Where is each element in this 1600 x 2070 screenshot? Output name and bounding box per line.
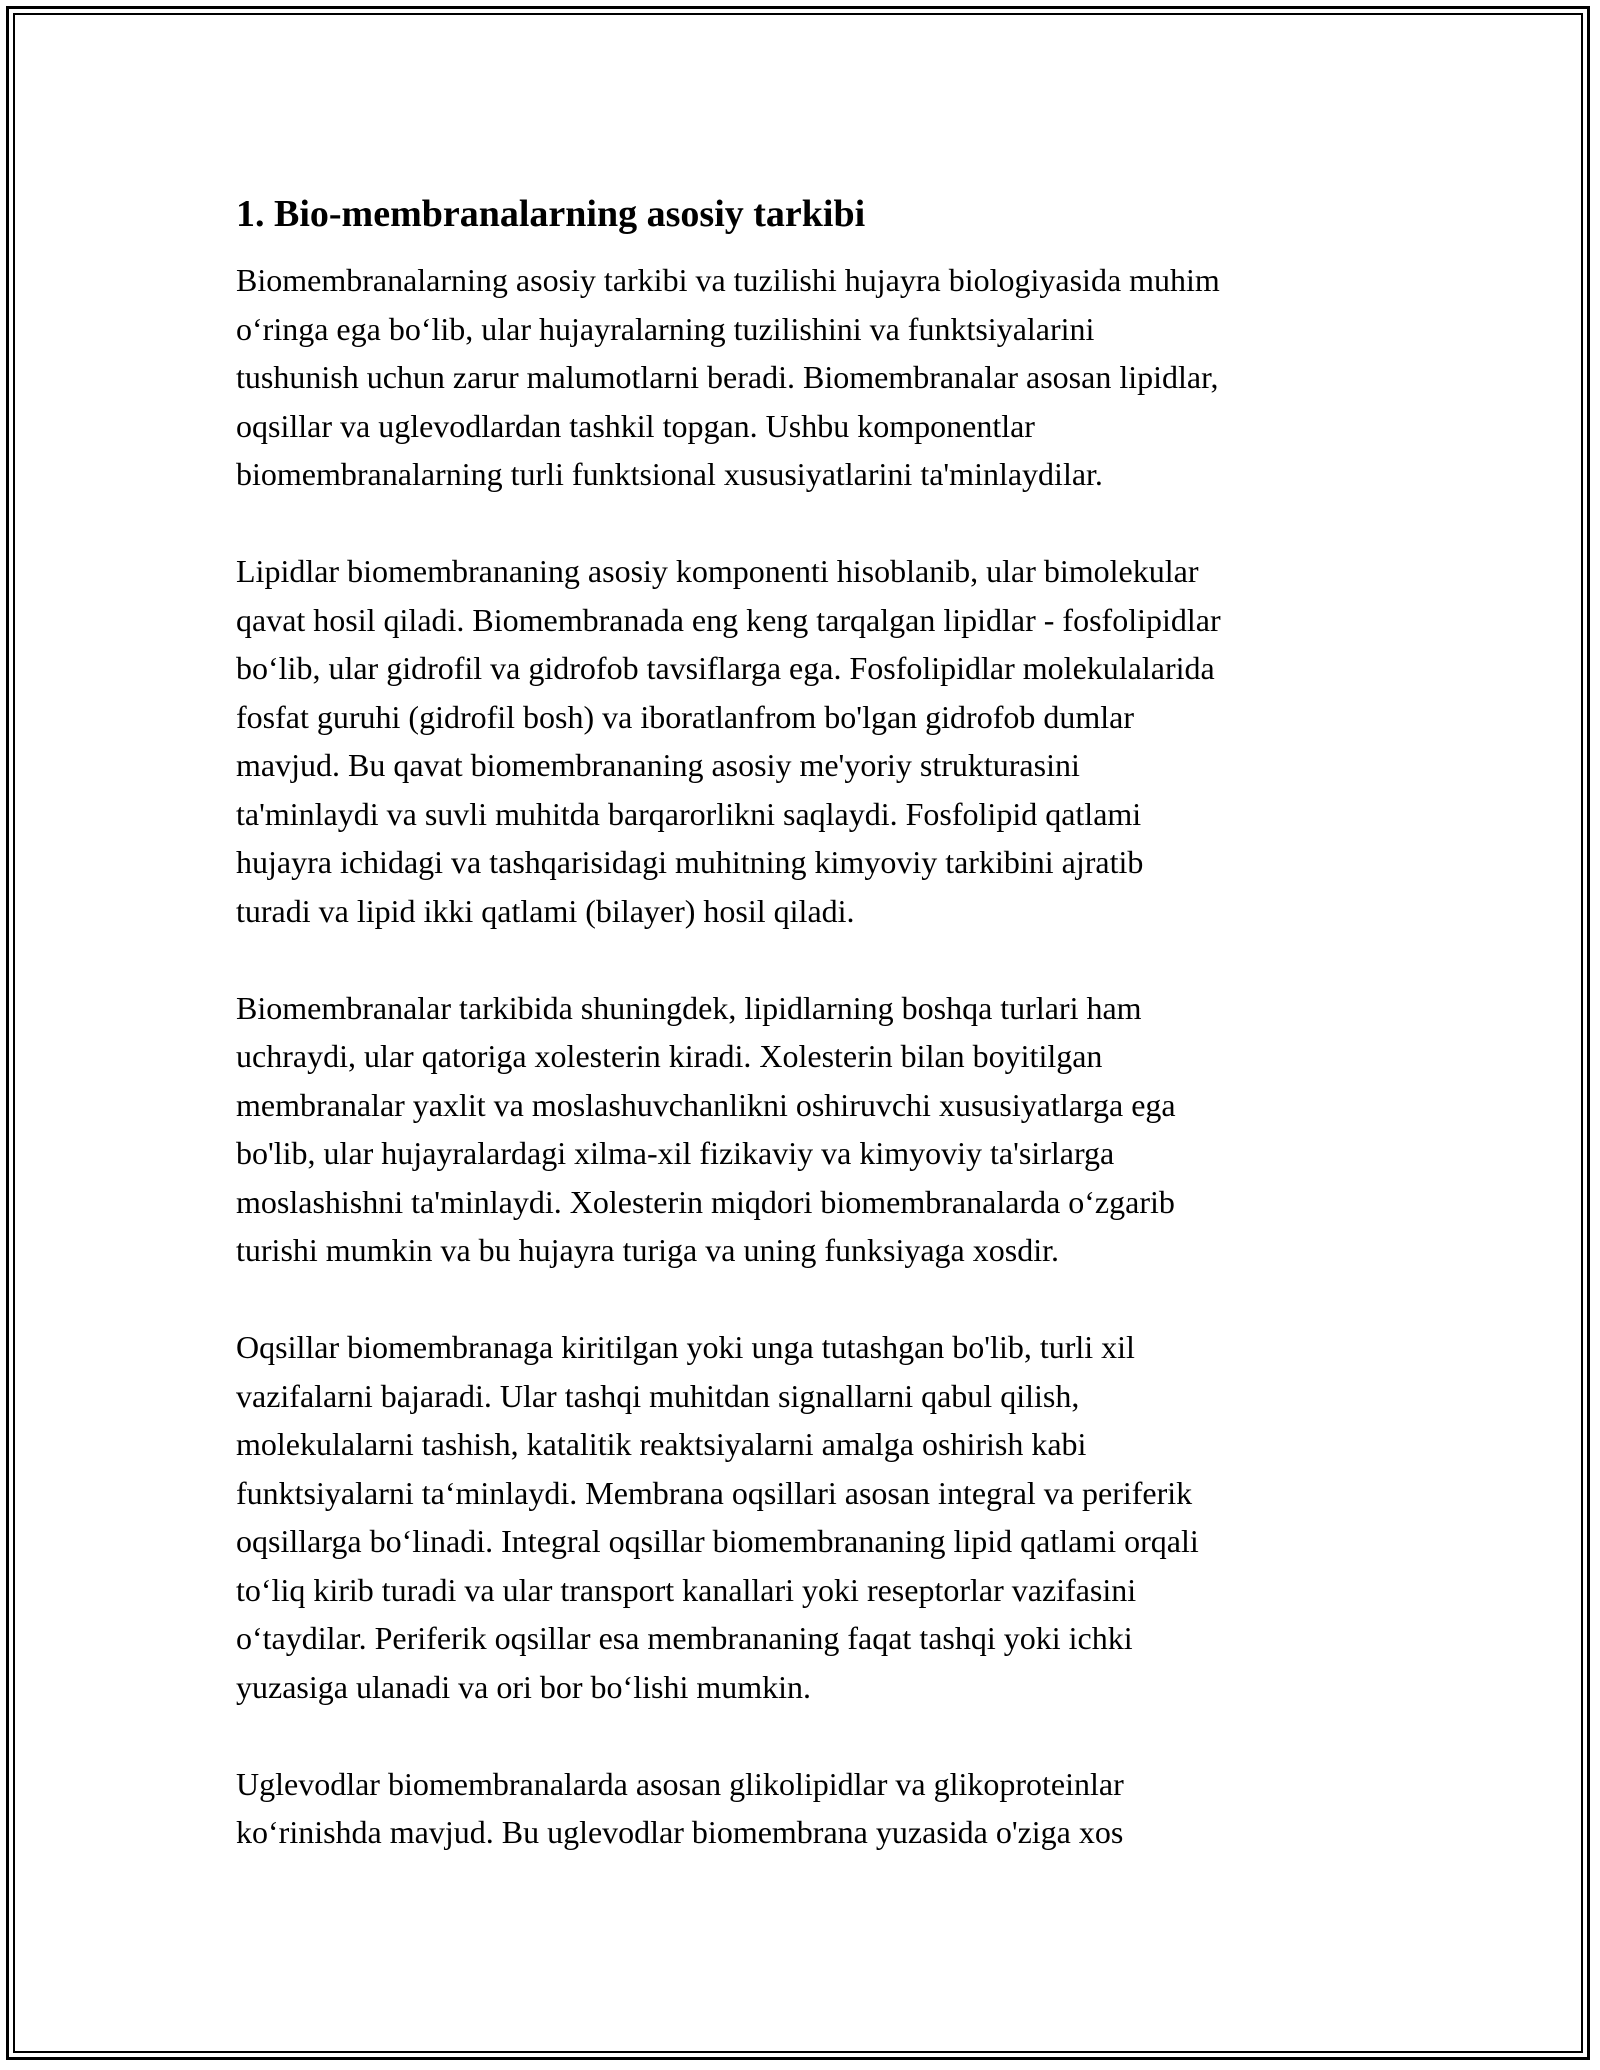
text-line: Uglevodlar biomembranalarda asosan glikolipidlar va glikoproteinlar (236, 1765, 1124, 1802)
paragraph-intro (236, 256, 1416, 499)
text-line: molekulalarni tashish, katalitik reaktsiyalarni amalga oshirish kabi (236, 1426, 1087, 1462)
text-line: to‘liq kirib turadi va ular transport kanallari yoki reseptorlar vazifasini (236, 1571, 1137, 1608)
text-line: bo‘lib, ular gidrofil va gidrofob tavsiflarga ega. Fosfolipidlar molekulalarida (236, 650, 1215, 686)
text-line: ko‘rinishda mavjud. Bu uglevodlar biomembrana yuzasida o'ziga xos (236, 1814, 1124, 1850)
text-line: biomembranalarning turli funktsional xususiyatlarini ta'minlaydilar. (236, 456, 1103, 492)
paragraph-carbohydrates (236, 1760, 1416, 1857)
text-line: uchraydi, ular qatoriga xolesterin kiradi. Xolesterin bilan boyitilgan (236, 1038, 1103, 1074)
text-line: hujayra ichidagi va tashqarisidagi muhitning kimyoviy tarkibini ajratib (236, 844, 1144, 880)
text-line: Lipidlar biomembrananing asosiy komponenti hisoblanib, ular bimolekular (236, 553, 1199, 589)
paragraph-cholesterol (236, 984, 1416, 1275)
text-line: Oqsillar biomembranaga kiritilgan yoki unga tutashgan bo'lib, turli xil (236, 1329, 1135, 1365)
text-line: Biomembranalar tarkibida shuningdek, lipidlarning boshqa turlari ham (236, 989, 1142, 1026)
text-line: funktsiyalarni ta‘minlaydi. Membrana oqsillari asosan integral va periferik (236, 1474, 1193, 1511)
text-line: yuzasiga ulanadi va ori bor bo‘lishi mumkin. (236, 1668, 811, 1705)
text-line: o‘taydilar. Periferik oqsillar esa membrananing faqat tashqi yoki ichki (236, 1620, 1133, 1656)
text-line: tushunish uchun zarur malumotlarni beradi. Biomembranalar asosan lipidlar, (236, 359, 1219, 395)
text-line: moslashishni ta'minlaydi. Xolesterin miqdori biomembranalarda o‘zgarib (236, 1183, 1175, 1220)
text-line: Biomembranalarning asosiy tarkibi va tuzilishi hujayra biologiyasida muhim (236, 262, 1220, 298)
text-line: oqsillarga bo‘linadi. Integral oqsillar biomembrananing lipid qatlami orqali (236, 1523, 1199, 1559)
text-line: turadi va lipid ikki qatlami (bilayer) hosil qiladi. (236, 892, 855, 929)
text-line: mavjud. Bu qavat biomembrananing asosiy me'yoriy strukturasini (236, 747, 1080, 783)
text-line: o‘ringa ega bo‘lib, ular hujayralarning tuzilishini va funktsiyalarini (236, 310, 1095, 347)
text-line: fosfat guruhi (gidrofil bosh) va iboratlanfrom bo'lgan gidrofob dumlar (236, 698, 1134, 735)
text-line: turishi mumkin va bu hujayra turiga va uning funksiyaga xosdir. (236, 1232, 1059, 1268)
text-line: membranalar yaxlit va moslashuvchanlikni oshiruvchi xususiyatlarga ega (236, 1086, 1176, 1123)
paragraph-proteins (236, 1323, 1416, 1711)
text-line: bo'lib, ular hujayralardagi xilma-xil fizikaviy va kimyoviy ta'sirlarga (236, 1135, 1115, 1171)
text-line: oqsillar va uglevodlardan tashkil topgan. Ushbu komponentlar (236, 407, 1035, 444)
section-heading: 1. Bio-membranalarning asosiy tarkibi (236, 193, 866, 235)
text-line: ta'minlaydi va suvli muhitda barqarorlikni saqlaydi. Fosfolipid qatlami (236, 795, 1142, 832)
document-body (236, 186, 1416, 1905)
text-line: vazifalarni bajaradi. Ular tashqi muhitdan signallarni qabul qilish, (236, 1377, 1080, 1414)
text-line: qavat hosil qiladi. Biomembranada eng keng tarqalgan lipidlar - fosfolipidlar (236, 601, 1221, 638)
paragraph-lipids (236, 547, 1416, 935)
